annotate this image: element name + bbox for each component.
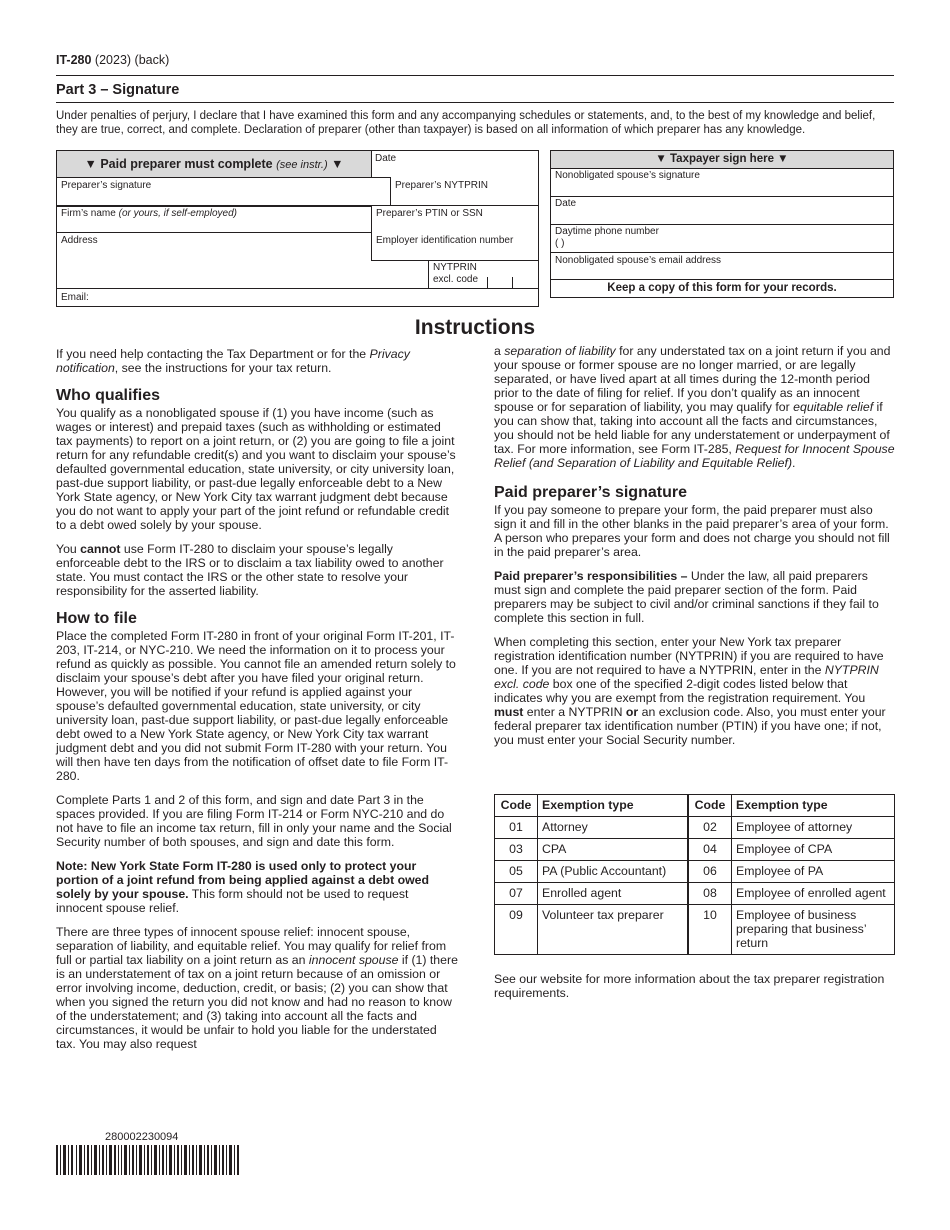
column-header: Exemption type bbox=[732, 795, 895, 817]
table-row bbox=[495, 817, 895, 839]
paid-preparer-box bbox=[56, 150, 539, 307]
table-cell: Employee of CPA bbox=[732, 839, 895, 861]
note-paragraph: Note: New York State Form IT-280 is used only to protect your portion of a joint refund from being applied against a debt owed solely by your spouse. This form should not be used to request innocent spouse relief. bbox=[56, 859, 430, 915]
table-cell: Enrolled agent bbox=[538, 883, 689, 905]
nytprin-excl-code-field[interactable]: NYTPRIN excl. code bbox=[433, 262, 479, 285]
table-cell: 03 bbox=[495, 839, 538, 861]
column-header: Code bbox=[495, 795, 538, 817]
complete-parts-paragraph: Complete Parts 1 and 2 of this form, and sign and date Part 3 in the spaces provided. If you are filing Form IT-214 or Form NYC-210 and do not have to file an income tax return, fill in only your name and the Social Security number of both spouses, and sign and date this form. bbox=[56, 793, 452, 849]
table-cell: Employee of business preparing that business’ return bbox=[732, 905, 895, 955]
table-cell: PA (Public Accountant) bbox=[538, 861, 689, 883]
address-field[interactable]: Address bbox=[61, 235, 98, 246]
table-cell: 01 bbox=[495, 817, 538, 839]
table-cell: Employee of attorney bbox=[732, 817, 895, 839]
keep-copy-note: Keep a copy of this form for your records. bbox=[607, 282, 837, 294]
responsibilities-paragraph: Paid preparer’s responsibilities – Under the law, all paid preparers must sign and complete the paid preparer section of the form. Paid preparers may be subject to civil and/or criminal sanctions if they fail to complete this section in full. bbox=[494, 569, 879, 625]
employer-id-field[interactable]: Employer identification number bbox=[376, 235, 514, 246]
preparer-nytprin-field[interactable]: Preparer’s NYTPRIN bbox=[395, 180, 488, 191]
table-row bbox=[495, 905, 895, 955]
instructions-left-column bbox=[56, 347, 458, 1061]
how-to-file-heading: How to file bbox=[56, 610, 137, 627]
paid-preparer-heading: ▼ Paid preparer must complete (see instr.) ▼ bbox=[57, 151, 371, 177]
table-row bbox=[495, 861, 895, 883]
taxpayer-sign-box bbox=[550, 150, 894, 298]
intro-paragraph: If you need help contacting the Tax Department or for the Privacy notification, see the instructions for your tax return. bbox=[56, 347, 410, 375]
spouse-email-field[interactable]: Nonobligated spouse’s email address bbox=[555, 255, 722, 266]
preparer-ptin-field[interactable]: Preparer’s PTIN or SSN bbox=[376, 208, 483, 219]
table-cell: 04 bbox=[688, 839, 732, 861]
preparer-date-field[interactable]: Date bbox=[375, 153, 397, 164]
perjury-declaration: Under penalties of perjury, I declare that I have examined this form and any accompanying schedules or statements, and, to the best of my knowledge and belief, they are true, correct, and complete. Declaration of preparer (other than taxpayer) is based on all information of which preparer has any knowledge. bbox=[56, 110, 876, 136]
taxpayer-date-field[interactable]: Date bbox=[555, 198, 577, 209]
divider bbox=[56, 75, 894, 76]
how-to-file-paragraph: Place the completed Form IT-280 in front of your original Form IT-201, IT-203, IT-214, or NYC-210. We need the information on it to process your refund as quickly as possible. You cannot file an amended return solely to disclaim your spouse’s debt after you have filed your original return. However, you will be notified if your refund is applied against your spouse’s defaulted governmental education, state university, or city university loan, past-due support liability, or past-due legally enforceable debt owed to a New York State agency, or New York City tax warrant judgment debt and you did not submit Form IT-280 with your return. You will then have ten days from the notification of offset date to file Form IT-280. bbox=[56, 629, 456, 783]
table-cell: 10 bbox=[688, 905, 732, 955]
who-qualifies-paragraph: You qualify as a nonobligated spouse if (1) you have income (such as wages or interest) and prepaid taxes (such as withholding or estimated tax payments) to report on a joint return, or (2) you are going to file a joint return for any refundable credit(s) and you want to disclaim your spouse’s defaulted governmental education, state university, or city university loan, past-due support liability, or past-due legally enforceable debt to a New York State agency, or New York City tax warrant judgment debt because you do not want to apply your part of the joint refund or refundable credit to a debt owed solely by your spouse. bbox=[56, 406, 456, 532]
nytprin-paragraph: When completing this section, enter your New York tax preparer registration identification number (NYTPRIN) if you are required to have one. If you are not required to have a NYTPRIN, enter in the NYTPRIN excl. code box one of the specified 2-digit codes listed below that indicates why you are exempt from the registration requirement. You must enter a NYTPRIN or an exclusion code. Also, you must enter your federal preparer tax identification number (PTIN) if you have one; if not, you must enter your Social Security number. bbox=[494, 635, 886, 747]
instructions-title: Instructions bbox=[414, 316, 536, 339]
table-cell: 02 bbox=[688, 817, 732, 839]
taxpayer-sign-heading: ▼ Taxpayer sign here ▼ bbox=[551, 151, 893, 168]
down-arrow-icon: ▼ bbox=[331, 157, 344, 171]
preparer-email-field[interactable]: Email: bbox=[61, 292, 89, 303]
table-row bbox=[495, 883, 895, 905]
paid-preparer-signature-heading: Paid preparer’s signature bbox=[494, 484, 687, 501]
table-cell: Volunteer tax preparer bbox=[538, 905, 689, 955]
firm-name-field[interactable]: Firm’s name (or yours, if self-employed) bbox=[61, 208, 237, 219]
who-qualifies-heading: Who qualifies bbox=[56, 387, 160, 404]
part3-title: Part 3 – Signature bbox=[56, 82, 180, 98]
cannot-paragraph: You cannot use Form IT-280 to disclaim your spouse’s legally enforceable debt to the IRS or to disclaim a tax liability owed to another state. You must contact the IRS or the other state to resolve your responsibility for the asserted liability. bbox=[56, 542, 444, 598]
form-year-side: (2023) (back) bbox=[94, 53, 170, 67]
table-cell: 08 bbox=[688, 883, 732, 905]
form-header bbox=[56, 53, 169, 67]
divider bbox=[56, 102, 894, 103]
heading-note: (see instr.) bbox=[276, 159, 328, 171]
column-header: Exemption type bbox=[538, 795, 689, 817]
barcode-number: 280002230094 bbox=[105, 1131, 179, 1143]
preparer-signature-field[interactable]: Preparer’s signature bbox=[61, 180, 152, 191]
exemption-code-table bbox=[494, 794, 895, 955]
table-cell: 06 bbox=[688, 861, 732, 883]
separation-paragraph: a separation of liability for any understated tax on a joint return if you and your spouse or former spouse are no longer married, or are legally separated, or have lived apart at all times during the 12-month period prior to the date of filing for relief. If you don’t qualify as an innocent spouse or for separation of liability, you may qualify for equitable relief if you can show that, taking into account all the facts and circumstances, you should not be held liable for any understatement or underpayment of tax. For more information, see Form IT-285, Request for Innocent Spouse Relief (and Separation of Liability and Equitable Relief). bbox=[494, 344, 895, 470]
spouse-signature-field[interactable]: Nonobligated spouse’s signature bbox=[555, 170, 700, 181]
table-cell: Attorney bbox=[538, 817, 689, 839]
table-cell: 09 bbox=[495, 905, 538, 955]
instructions-right-column bbox=[494, 344, 896, 757]
table-cell: Employee of enrolled agent bbox=[732, 883, 895, 905]
table-cell: Employee of PA bbox=[732, 861, 895, 883]
table-cell: CPA bbox=[538, 839, 689, 861]
website-note: See our website for more information about the tax preparer registration requirements. bbox=[494, 972, 885, 1000]
table-cell: 07 bbox=[495, 883, 538, 905]
daytime-phone-field[interactable]: Daytime phone number ( ) bbox=[555, 226, 659, 249]
table-header-row bbox=[495, 795, 895, 817]
relief-paragraph: There are three types of innocent spouse relief: innocent spouse, separation of liability, and equitable relief. You may qualify for relief from full or partial tax liability on a joint return as an innocent spouse if (1) there is an understatement of tax on a joint return because of an omission or error involving income, deduction, credit, or basis; (2) you can show that when you signed the return you did not know and had no reason to know of the understatement; and (3) taking into account all the facts and circumstances, it would be unfair to hold you liable for the understated tax. You may also request bbox=[56, 925, 458, 1051]
barcode-icon bbox=[56, 1145, 240, 1175]
form-id: IT-280 bbox=[56, 53, 92, 67]
table-row bbox=[495, 839, 895, 861]
table-cell: 05 bbox=[495, 861, 538, 883]
column-header: Code bbox=[688, 795, 732, 817]
paid-preparer-paragraph: If you pay someone to prepare your form, the paid preparer must also sign it and fill in the other blanks in the paid preparer’s area of your form. A person who prepares your form and does not charge you should not fill in the paid preparer’s area. bbox=[494, 503, 890, 559]
